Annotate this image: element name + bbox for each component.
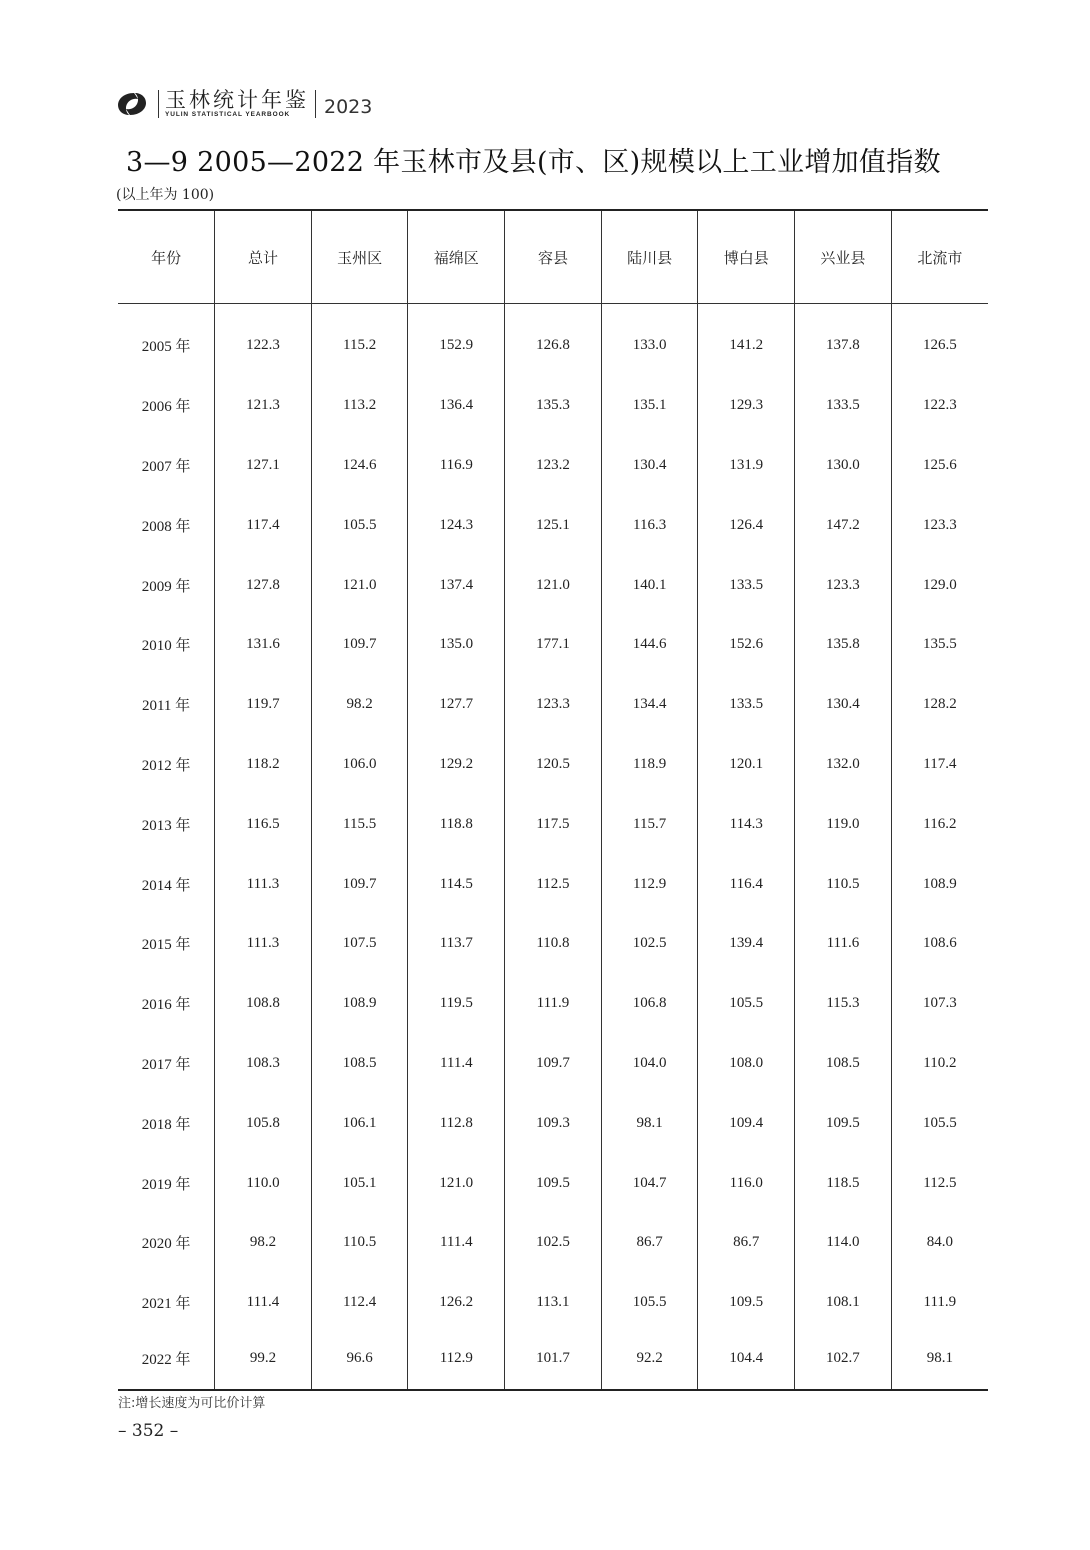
year-cell: 2015 年 — [141, 937, 191, 954]
year-cell: 2005 年 — [141, 339, 191, 356]
value-cell: 98.1 — [601, 1093, 698, 1153]
value-cell: 110.8 — [505, 914, 602, 974]
value-cell: 115.7 — [601, 794, 698, 854]
year-cell: 2020 年 — [141, 1236, 191, 1253]
yearbook-logo-icon — [116, 90, 148, 118]
value-cell: 98.2 — [215, 1213, 312, 1273]
industrial-index-table — [118, 209, 988, 1391]
brand-block — [165, 89, 309, 119]
value-cell: 112.4 — [311, 1273, 408, 1333]
value-cell: 136.4 — [408, 376, 505, 436]
value-cell: 117.4 — [215, 495, 312, 555]
table-row — [118, 735, 988, 795]
value-cell: 124.3 — [408, 495, 505, 555]
year-cell: 2019 年 — [141, 1176, 191, 1193]
value-cell: 108.0 — [698, 1034, 795, 1094]
value-cell: 125.1 — [505, 495, 602, 555]
year-cell: 2018 年 — [141, 1116, 191, 1133]
value-cell: 111.4 — [408, 1034, 505, 1094]
value-cell: 104.7 — [601, 1153, 698, 1213]
value-cell: 116.2 — [891, 794, 988, 854]
value-cell: 111.3 — [215, 914, 312, 974]
table-header — [118, 210, 988, 304]
value-cell: 108.9 — [311, 974, 408, 1034]
value-cell: 113.7 — [408, 914, 505, 974]
value-cell: 109.5 — [505, 1153, 602, 1213]
value-cell: 123.2 — [505, 436, 602, 496]
value-cell: 108.1 — [795, 1273, 892, 1333]
value-cell: 112.5 — [891, 1153, 988, 1213]
year-cell: 2012 年 — [141, 757, 191, 774]
value-cell: 106.8 — [601, 974, 698, 1034]
value-cell: 131.9 — [698, 436, 795, 496]
value-cell: 123.3 — [505, 675, 602, 735]
value-cell: 96.6 — [311, 1333, 408, 1390]
value-cell: 113.2 — [311, 376, 408, 436]
value-cell: 109.7 — [311, 854, 408, 914]
table-row — [118, 304, 988, 376]
value-cell: 115.2 — [311, 304, 408, 376]
value-cell: 84.0 — [891, 1213, 988, 1273]
value-cell: 110.5 — [311, 1213, 408, 1273]
value-cell: 108.9 — [891, 854, 988, 914]
value-cell: 98.1 — [891, 1333, 988, 1390]
table-row — [118, 794, 988, 854]
table-body — [118, 304, 988, 1390]
value-cell: 98.2 — [311, 675, 408, 735]
value-cell: 120.5 — [505, 735, 602, 795]
column-header: 陆川县 — [601, 210, 698, 304]
value-cell: 116.9 — [408, 436, 505, 496]
value-cell: 124.6 — [311, 436, 408, 496]
value-cell: 111.4 — [408, 1213, 505, 1273]
value-cell: 126.8 — [505, 304, 602, 376]
value-cell: 109.3 — [505, 1093, 602, 1153]
value-cell: 117.5 — [505, 794, 602, 854]
value-cell: 123.3 — [891, 495, 988, 555]
column-header: 年份 — [118, 210, 215, 304]
value-cell: 115.3 — [795, 974, 892, 1034]
value-cell: 111.9 — [505, 974, 602, 1034]
value-cell: 141.2 — [698, 304, 795, 376]
header-divider — [158, 90, 159, 118]
year-cell: 2022 年 — [118, 1333, 215, 1390]
value-cell: 122.3 — [891, 376, 988, 436]
table-row — [118, 1213, 988, 1273]
value-cell: 107.5 — [311, 914, 408, 974]
value-cell: 105.5 — [698, 974, 795, 1034]
value-cell: 102.5 — [505, 1213, 602, 1273]
year-cell: 2007 年 — [141, 458, 191, 475]
year-cell: 2011 年 — [141, 698, 191, 715]
value-cell: 133.5 — [698, 675, 795, 735]
year-cell: 2009 年 — [141, 578, 191, 595]
table-row — [118, 974, 988, 1034]
value-cell: 118.8 — [408, 794, 505, 854]
value-cell: 147.2 — [795, 495, 892, 555]
value-cell: 129.3 — [698, 376, 795, 436]
value-cell: 112.9 — [601, 854, 698, 914]
value-cell: 112.9 — [408, 1333, 505, 1390]
value-cell: 111.9 — [891, 1273, 988, 1333]
value-cell: 111.3 — [215, 854, 312, 914]
value-cell: 120.1 — [698, 735, 795, 795]
brand-title-en: YULIN STATISTICAL YEARBOOK — [165, 111, 291, 118]
value-cell: 116.4 — [698, 854, 795, 914]
value-cell: 109.5 — [698, 1273, 795, 1333]
column-header: 福绵区 — [408, 210, 505, 304]
value-cell: 108.3 — [215, 1034, 312, 1094]
year-cell: 2013 年 — [141, 817, 191, 834]
value-cell: 116.0 — [698, 1153, 795, 1213]
year-cell: 2006 年 — [141, 399, 191, 416]
value-cell: 152.6 — [698, 615, 795, 675]
table-row — [118, 1333, 988, 1390]
footnote: 注:增长速度为可比价计算 — [118, 1396, 266, 1411]
value-cell: 128.2 — [891, 675, 988, 735]
value-cell: 135.5 — [891, 615, 988, 675]
value-cell: 102.5 — [601, 914, 698, 974]
value-cell: 135.3 — [505, 376, 602, 436]
value-cell: 105.5 — [601, 1273, 698, 1333]
table-title: 3—9 2005—2022 年玉林市及县(市、区)规模以上工业增加值指数 — [126, 147, 941, 178]
value-cell: 152.9 — [408, 304, 505, 376]
value-cell: 105.5 — [891, 1093, 988, 1153]
value-cell: 137.8 — [795, 304, 892, 376]
brand-title-cn: 玉林统计年鉴 — [165, 88, 309, 112]
value-cell: 118.2 — [215, 735, 312, 795]
page-number: – 352 – — [118, 1421, 179, 1441]
value-cell: 105.1 — [311, 1153, 408, 1213]
column-header: 玉州区 — [311, 210, 408, 304]
header-row — [118, 210, 988, 304]
value-cell: 109.7 — [311, 615, 408, 675]
value-cell: 107.3 — [891, 974, 988, 1034]
year-cell: 2021 年 — [141, 1296, 191, 1313]
value-cell: 144.6 — [601, 615, 698, 675]
value-cell: 86.7 — [601, 1213, 698, 1273]
value-cell: 117.4 — [891, 735, 988, 795]
value-cell: 119.0 — [795, 794, 892, 854]
value-cell: 130.4 — [601, 436, 698, 496]
table-row — [118, 854, 988, 914]
value-cell: 139.4 — [698, 914, 795, 974]
column-header: 北流市 — [891, 210, 988, 304]
table-row — [118, 675, 988, 735]
value-cell: 102.7 — [795, 1333, 892, 1390]
value-cell: 126.2 — [408, 1273, 505, 1333]
value-cell: 116.3 — [601, 495, 698, 555]
yearbook-year: 2023 — [324, 96, 373, 118]
value-cell: 111.6 — [795, 914, 892, 974]
value-cell: 108.8 — [215, 974, 312, 1034]
year-cell: 2010 年 — [141, 638, 191, 655]
value-cell: 114.0 — [795, 1213, 892, 1273]
table-row — [118, 615, 988, 675]
year-cell: 2014 年 — [141, 877, 191, 894]
value-cell: 101.7 — [505, 1333, 602, 1390]
value-cell: 118.5 — [795, 1153, 892, 1213]
value-cell: 133.5 — [795, 376, 892, 436]
unit-note: (以上年为 100) — [116, 187, 215, 203]
column-header: 博白县 — [698, 210, 795, 304]
column-header: 总计 — [215, 210, 312, 304]
value-cell: 114.5 — [408, 854, 505, 914]
value-cell: 126.5 — [891, 304, 988, 376]
column-header: 容县 — [505, 210, 602, 304]
value-cell: 119.7 — [215, 675, 312, 735]
value-cell: 110.2 — [891, 1034, 988, 1094]
value-cell: 104.0 — [601, 1034, 698, 1094]
value-cell: 125.6 — [891, 436, 988, 496]
year-cell: 2017 年 — [141, 1056, 191, 1073]
value-cell: 112.8 — [408, 1093, 505, 1153]
value-cell: 130.0 — [795, 436, 892, 496]
year-cell: 2016 年 — [141, 997, 191, 1014]
value-cell: 86.7 — [698, 1213, 795, 1273]
value-cell: 133.0 — [601, 304, 698, 376]
table-row — [118, 1034, 988, 1094]
value-cell: 121.3 — [215, 376, 312, 436]
value-cell: 99.2 — [215, 1333, 312, 1390]
value-cell: 140.1 — [601, 555, 698, 615]
value-cell: 92.2 — [601, 1333, 698, 1390]
value-cell: 119.5 — [408, 974, 505, 1034]
value-cell: 110.0 — [215, 1153, 312, 1213]
value-cell: 121.0 — [408, 1153, 505, 1213]
value-cell: 127.7 — [408, 675, 505, 735]
value-cell: 122.3 — [215, 304, 312, 376]
value-cell: 126.4 — [698, 495, 795, 555]
value-cell: 108.6 — [891, 914, 988, 974]
value-cell: 123.3 — [795, 555, 892, 615]
table-row — [118, 1153, 988, 1213]
value-cell: 109.5 — [795, 1093, 892, 1153]
value-cell: 121.0 — [311, 555, 408, 615]
table-row — [118, 436, 988, 496]
value-cell: 111.4 — [215, 1273, 312, 1333]
value-cell: 115.5 — [311, 794, 408, 854]
value-cell: 127.1 — [215, 436, 312, 496]
value-cell: 177.1 — [505, 615, 602, 675]
value-cell: 130.4 — [795, 675, 892, 735]
value-cell: 113.1 — [505, 1273, 602, 1333]
value-cell: 133.5 — [698, 555, 795, 615]
value-cell: 127.8 — [215, 555, 312, 615]
value-cell: 105.8 — [215, 1093, 312, 1153]
value-cell: 131.6 — [215, 615, 312, 675]
table-row — [118, 495, 988, 555]
table-row — [118, 555, 988, 615]
table-row — [118, 1273, 988, 1333]
value-cell: 116.5 — [215, 794, 312, 854]
value-cell: 108.5 — [311, 1034, 408, 1094]
value-cell: 137.4 — [408, 555, 505, 615]
value-cell: 132.0 — [795, 735, 892, 795]
value-cell: 104.4 — [698, 1333, 795, 1390]
value-cell: 114.3 — [698, 794, 795, 854]
value-cell: 109.7 — [505, 1034, 602, 1094]
value-cell: 129.2 — [408, 735, 505, 795]
header-divider-2 — [315, 90, 316, 118]
value-cell: 106.0 — [311, 735, 408, 795]
value-cell: 134.4 — [601, 675, 698, 735]
value-cell: 110.5 — [795, 854, 892, 914]
table-row — [118, 376, 988, 436]
value-cell: 135.0 — [408, 615, 505, 675]
value-cell: 135.8 — [795, 615, 892, 675]
table-row — [118, 1093, 988, 1153]
value-cell: 121.0 — [505, 555, 602, 615]
value-cell: 106.1 — [311, 1093, 408, 1153]
value-cell: 105.5 — [311, 495, 408, 555]
table-row — [118, 914, 988, 974]
column-header: 兴业县 — [795, 210, 892, 304]
value-cell: 135.1 — [601, 376, 698, 436]
page-header — [116, 86, 372, 122]
value-cell: 108.5 — [795, 1034, 892, 1094]
year-cell: 2008 年 — [141, 518, 191, 535]
value-cell: 112.5 — [505, 854, 602, 914]
value-cell: 129.0 — [891, 555, 988, 615]
value-cell: 118.9 — [601, 735, 698, 795]
value-cell: 109.4 — [698, 1093, 795, 1153]
